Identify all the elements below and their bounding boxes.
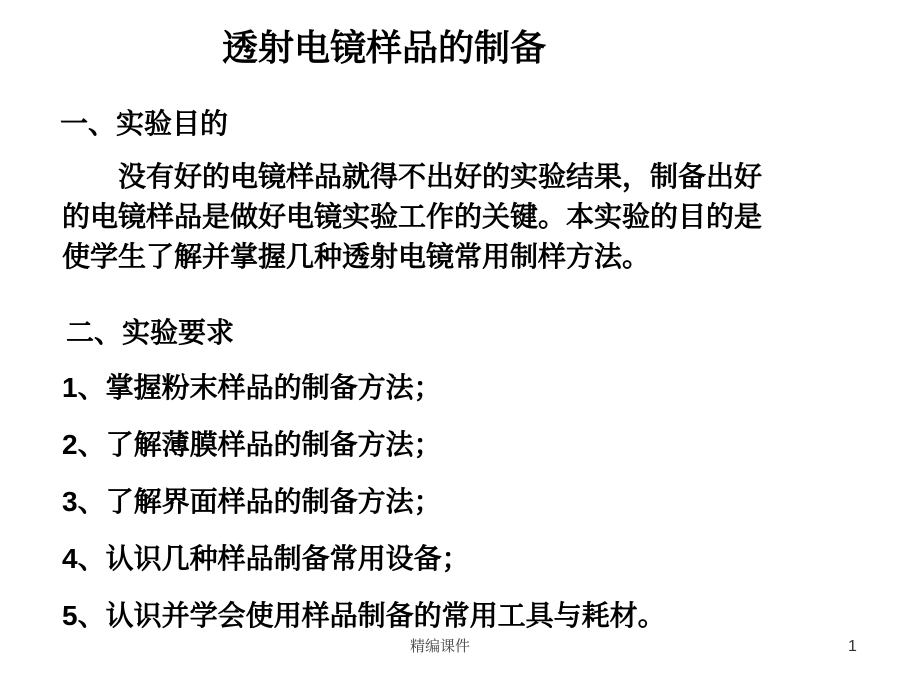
- requirements-list: [62, 368, 666, 653]
- list-item: [62, 596, 666, 653]
- item-text: 、了解薄膜样品的制备方法；: [77, 428, 442, 461]
- item-number: 5: [62, 600, 78, 631]
- purpose-paragraph: [62, 157, 862, 277]
- paragraph-line: 使学生了解并掌握几种透射电镜常用制样方法。: [62, 240, 651, 273]
- item-number: 2: [62, 429, 78, 460]
- page-number: 1: [848, 638, 857, 655]
- item-number: 4: [62, 543, 78, 574]
- paragraph-line: 的电镜样品是做好电镜实验工作的关键。本实验的目的是: [62, 200, 763, 233]
- section-heading-requirements: 二、实验要求: [66, 316, 235, 349]
- paragraph-line: 没有好的电镜样品就得不出好的实验结果，制备出好: [118, 160, 763, 193]
- section-heading-purpose: 一、实验目的: [60, 107, 229, 140]
- item-text: 、认识并学会使用样品制备的常用工具与耗材。: [77, 599, 666, 632]
- list-item: [62, 539, 666, 596]
- item-text: 、掌握粉末样品的制备方法；: [77, 371, 442, 404]
- item-number: 3: [62, 486, 78, 517]
- item-number: 1: [62, 372, 78, 403]
- footer-label: 精编课件: [410, 637, 471, 655]
- item-text: 、了解界面样品的制备方法；: [77, 485, 442, 518]
- slide-title: 透射电镜样品的制备: [222, 28, 547, 69]
- item-text: 、认识几种样品制备常用设备；: [77, 542, 470, 575]
- list-item: [62, 368, 666, 425]
- list-item: [62, 425, 666, 482]
- list-item: [62, 482, 666, 539]
